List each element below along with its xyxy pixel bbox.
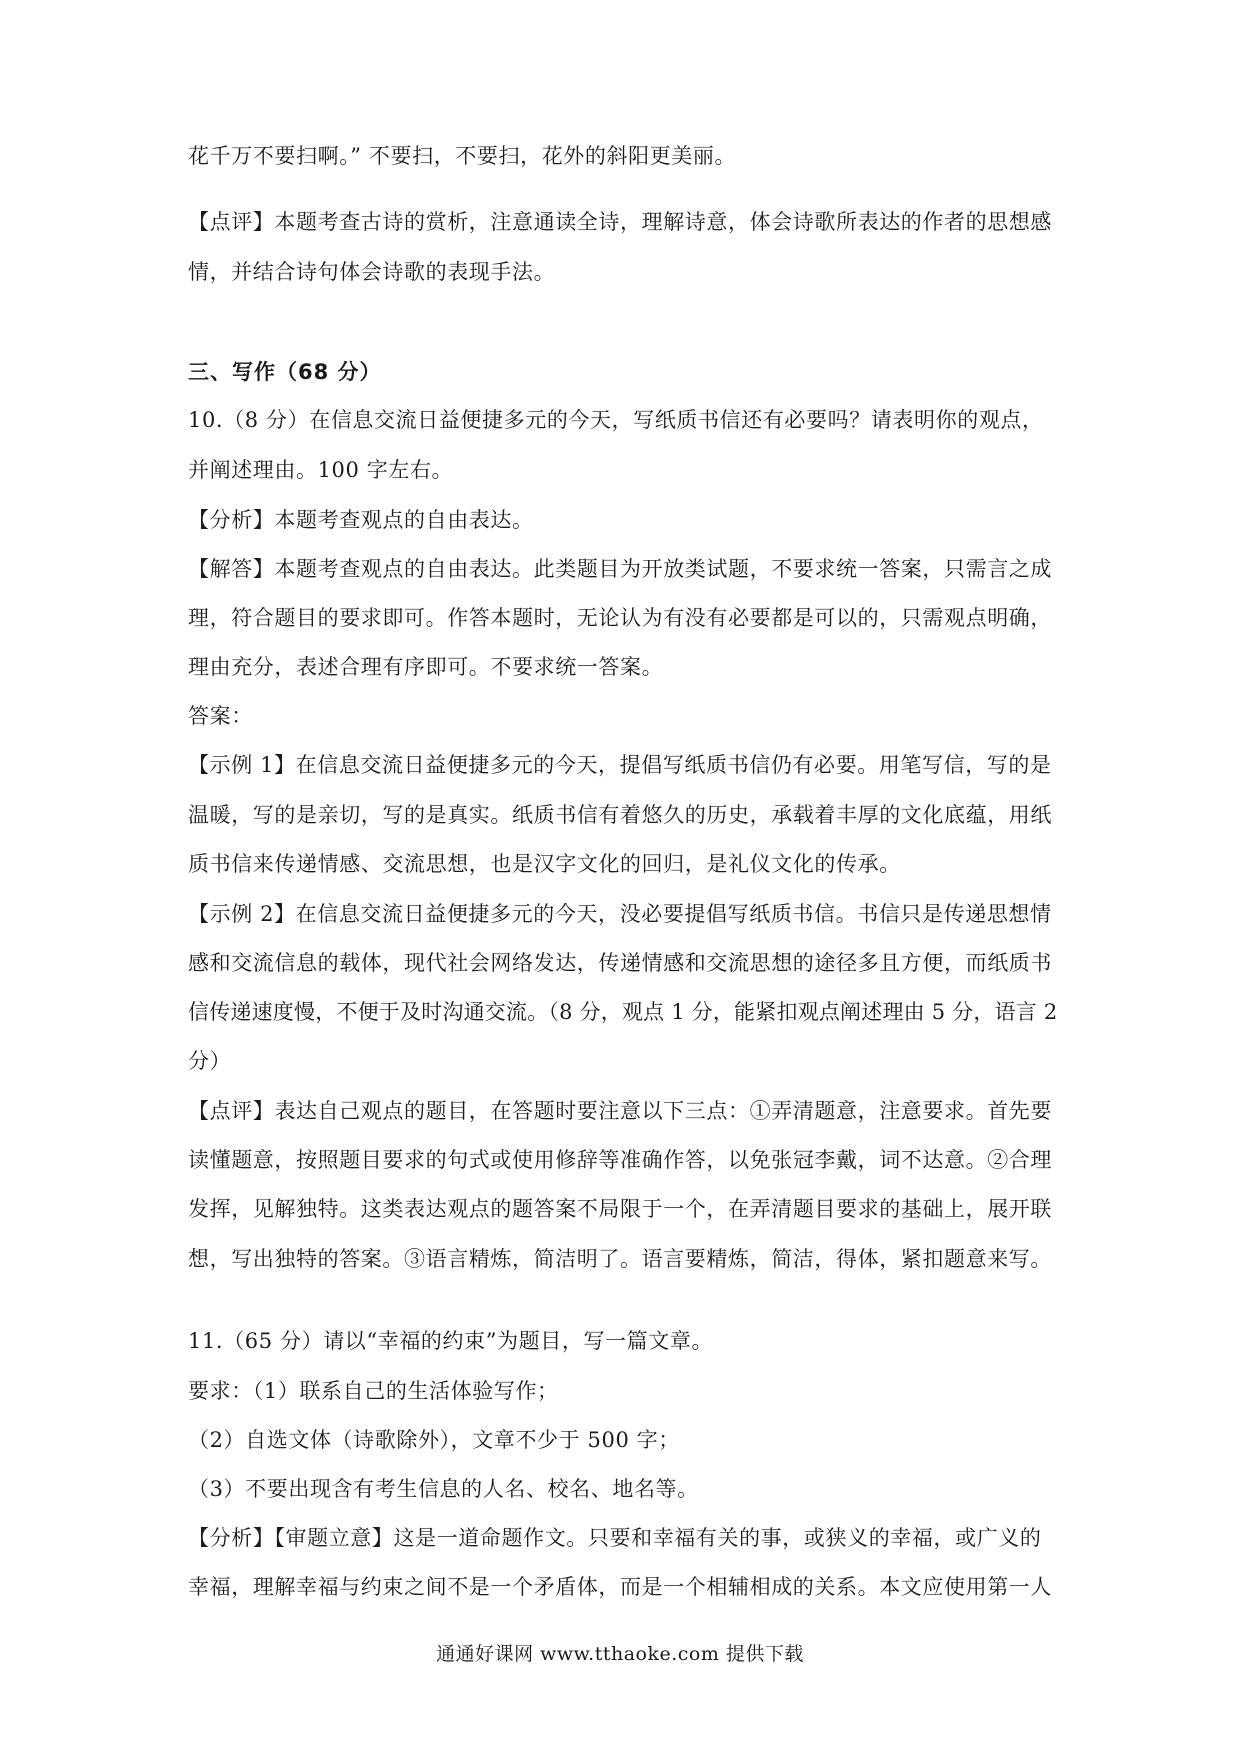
text-line: 理由充分，表述合理有序即可。不要求统一答案。 [188, 655, 664, 679]
text-line: 答案： [188, 704, 253, 728]
text-line: 【解答】本题考查观点的自由表达。此类题目为开放类试题，不要求统一答案，只需言之成 [188, 557, 1052, 581]
text-line: 温暖，写的是亲切，写的是真实。纸质书信有着悠久的历史，承载着丰厚的文化底蕴，用纸 [188, 803, 1052, 827]
text-line: 【分析】本题考查观点的自由表达。 [188, 508, 534, 532]
text-line: （2）自选文体（诗歌除外），文章不少于 500 字； [188, 1428, 680, 1452]
question-line: 10.（8 分）在信息交流日益便捷多元的今天，写纸质书信还有必要吗？请表明你的观点， [188, 408, 1044, 432]
page-footer: 通通好课网 www.tthaoke.com 提供下载 [436, 1643, 804, 1665]
text-line: 幸福，理解幸福与约束之间不是一个矛盾体，而是一个相辅相成的关系。本文应使用第一人 [188, 1575, 1052, 1599]
text-line: 发挥，见解独特。这类表达观点的题答案不局限于一个，在弄清题目要求的基础上，展开联 [188, 1197, 1052, 1221]
text-line: 花千万不要扫啊。” 不要扫，不要扫，花外的斜阳更美丽。 [188, 144, 737, 168]
text-line: 【示例 1】在信息交流日益便捷多元的今天，提倡写纸质书信仍有必要。用笔写信，写的是 [188, 753, 1052, 777]
text-line: 读懂题意，按照题目要求的句式或使用修辞等准确作答，以免张冠李戴，词不达意。②合理 [188, 1148, 1052, 1172]
text-line: 信传递速度慢，不便于及时沟通交流。（8 分，观点 1 分，能紧扣观点阐述理由 5 分，语言 2 [188, 1000, 1058, 1024]
text-line: （3）不要出现含有考生信息的人名、校名、地名等。 [188, 1477, 699, 1501]
text-line: 感和交流信息的载体，现代社会网络发达，传递情感和交流思想的途径多且方便，而纸质书 [188, 951, 1052, 975]
section-heading: 三、写作（68 分） [188, 360, 382, 384]
text-line: 想，写出独特的答案。③语言精炼，简洁明了。语言要精炼，简洁，得体，紧扣题意来写。 [188, 1247, 1052, 1271]
text-line: 并阐述理由。100 字左右。 [188, 458, 454, 482]
text-line: 理，符合题目的要求即可。作答本题时，无论认为有没有必要都是可以的，只需观点明确， [188, 606, 1052, 630]
text-line: 质书信来传递情感、交流思想，也是汉字文化的回归，是礼仪文化的传承。 [188, 852, 901, 876]
text-line: 【分析】【审题立意】这是一道命题作文。只要和幸福有关的事，或狭义的幸福，或广义的 [188, 1526, 1042, 1550]
text-line: 分） [188, 1049, 232, 1073]
text-line: 【点评】本题考查古诗的赏析，注意通读全诗，理解诗意，体会诗歌所表达的作者的思想感 [188, 210, 1052, 234]
question-line: 11.（65 分）请以“幸福的约束”为题目，写一篇文章。 [188, 1329, 714, 1353]
text-line: 【点评】表达自己观点的题目，在答题时要注意以下三点：①弄清题意，注意要求。首先要 [188, 1099, 1052, 1123]
text-line: 情，并结合诗句体会诗歌的表现手法。 [188, 260, 556, 284]
text-line: 要求：（1）联系自己的生活体验写作； [188, 1379, 559, 1403]
text-line: 【示例 2】在信息交流日益便捷多元的今天，没必要提倡写纸质书信。书信只是传递思想情 [188, 902, 1052, 926]
